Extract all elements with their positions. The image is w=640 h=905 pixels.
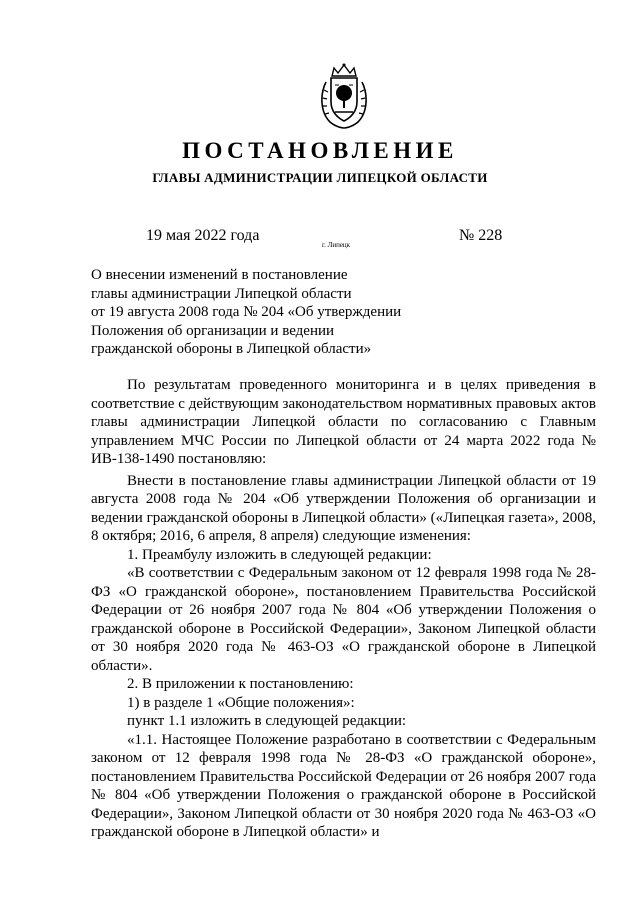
subject-line: О внесении изменений в постановление <box>91 267 348 283</box>
document-date: 19 мая 2022 года <box>146 227 260 244</box>
document-subtitle: ГЛАВЫ АДМИНИСТРАЦИИ ЛИПЕЦКОЙ ОБЛАСТИ <box>152 170 488 185</box>
body-paragraph: Внести в постановление главы администрации Липецкой области от 19 августа 2008 года № 204 «Об утверждении Положения об организации и ведении гражданской обороны в Липецкой области» («Липецкая газета», 2008, 8 октября; 2016, 6 апреля, 8 апреля) следующие изменения: <box>91 472 596 544</box>
document-number: № 228 <box>459 227 503 244</box>
document-city: г. Липецк <box>322 241 351 249</box>
subject-line: от 19 августа 2008 года № 204 «Об утверждении <box>91 304 402 320</box>
body-paragraph: «1.1. Настоящее Положение разработано в соответствии с Федеральным законом от 12 февраля 1998 года № 28-ФЗ «О гражданской обороне», постановлением Правительства Российской Федерации от 26 ноября 2007 года № 804 «Об утверждении Положения о гражданской обороне в Российской Федерации», Законом Липецкой области от 30 ноября 2020 года № 463-ОЗ «О гражданской обороне в Липецкой области» и <box>91 731 596 840</box>
subject-line: главы администрации Липецкой области <box>91 285 352 302</box>
coat-of-arms-icon <box>318 62 370 130</box>
subject-line: гражданской обороны в Липецкой области» <box>91 341 372 357</box>
document-subject <box>91 266 401 359</box>
body-paragraph: 1. Преамбулу изложить в следующей редакции: <box>127 546 432 563</box>
body-paragraph: 2. В приложении к постановлению: <box>127 676 354 692</box>
body-paragraph: «В соответствии с Федеральным законом от 12 февраля 1998 года № 28-ФЗ «О гражданской обороне», постановлением Правительства Российской Федерации от 26 ноября 2007 года № 804 «Об утверждении Положения о гражданской обороне в Российской Федерации», Законом Липецкой области от 30 ноября 2020 года № 463-ОЗ «О гражданской обороне в Липецкой области». <box>91 565 596 674</box>
document-title: ПОСТАНОВЛЕНИЕ <box>182 138 458 163</box>
body-paragraph: пункт 1.1 изложить в следующей редакции: <box>127 713 407 729</box>
document-body <box>91 376 596 842</box>
body-paragraph: По результатам проведенного мониторинга и в целях приведения в соответствие с действующим законодательством нормативных правовых актов главы администрации Липецкой области по согласованию с Главным управлением МЧС России по Липецкой области от 24 марта 2022 года № ИВ-138-1490 постановляю: <box>91 377 596 467</box>
body-paragraph: 1) в разделе 1 «Общие положения»: <box>127 694 355 711</box>
subject-line: Положения об организации и ведении <box>91 322 335 339</box>
